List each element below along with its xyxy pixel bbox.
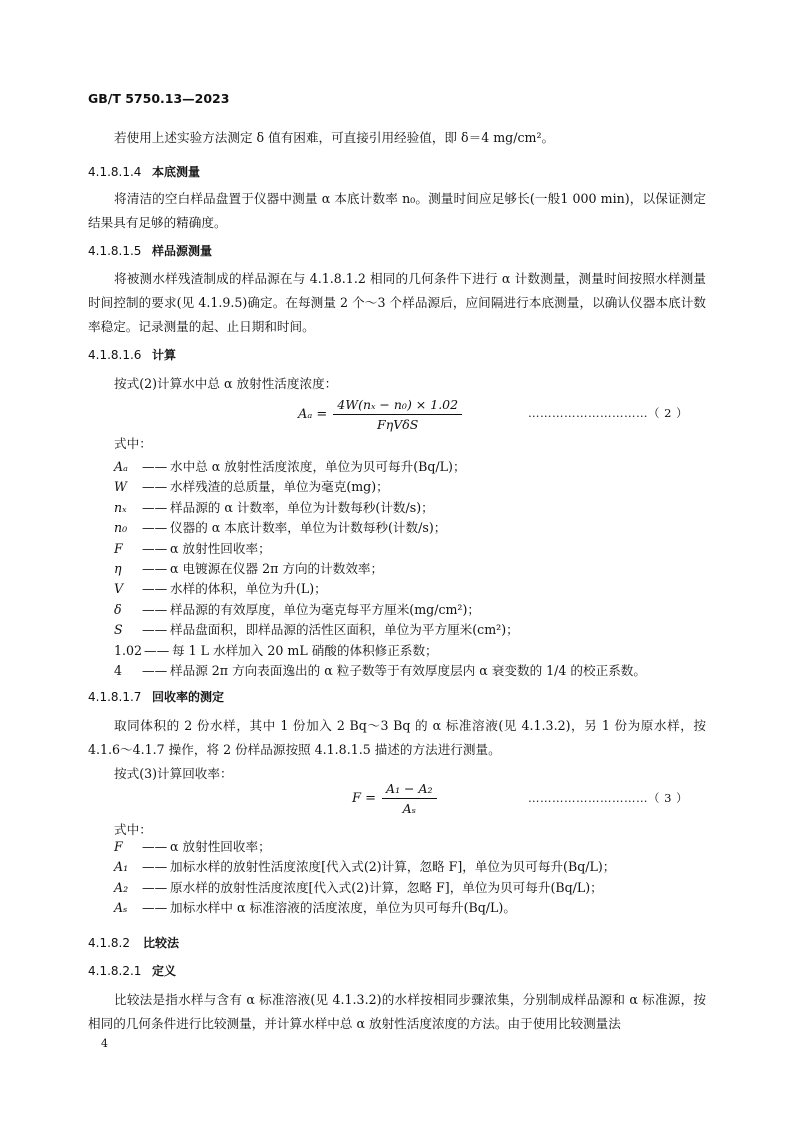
standard-id: GB/T 5750.13—2023 [88, 91, 230, 106]
definition-item [114, 620, 706, 640]
formula-2 [298, 397, 462, 432]
section-number: 4.1.8.1.4 [88, 165, 142, 179]
definition-text: 样品盘面积，即样品源的活性区面积，单位为平方厘米(cm²)； [170, 622, 519, 638]
section-body: 将被测水样残渣制成的样品源在与 4.1.8.1.2 相同的几何条件下进行 α 计数测量，测量时间按照水样测量时间控制的要求(见 4.1.9.5)确定。在每测量 2 个～3 个样品源后，应间隔进行本底测量，以确认仪器本底计数率稳定。记录测量的起、止日期和时间。 [88, 271, 706, 334]
definition-text: 水样的体积，单位为升(L)； [170, 581, 327, 597]
section-number: 4.1.8.1.6 [88, 348, 142, 362]
where-label: 式中： [114, 436, 152, 451]
definition-text: α 放射性回收率； [170, 839, 271, 854]
symbol: A₁ [114, 859, 129, 875]
formula-lhs: Aₐ = [298, 407, 328, 422]
dash: —— [142, 839, 168, 854]
section-heading [88, 243, 212, 259]
section-body: 比较法是指水样与含有 α 标准溶液(见 4.1.3.2)的水样按相同步骤浓集，分别制成样品源和 α 标准源，按相同的几何条件进行比较测量，并计算水样中总 α 放射性活度浓度的方法。由于使用比较测量法 [88, 992, 706, 1031]
page-number: 4 [101, 1037, 108, 1050]
definition-item [114, 498, 706, 518]
section-number: 4.1.8.1.7 [88, 690, 142, 704]
fraction-denominator: FηVδS [377, 417, 419, 432]
definition-item [114, 661, 706, 681]
definition-item [114, 539, 706, 559]
fraction-numerator: 4W(nₓ − n₀) × 1.02 [337, 397, 459, 412]
definition-item [114, 579, 706, 599]
dash: —— [142, 879, 168, 895]
definition-item [114, 559, 706, 579]
equation-number: …………………………（ 3 ） [528, 791, 689, 805]
where-label: 式中： [114, 822, 152, 837]
symbol: n₀ [114, 520, 128, 536]
fraction-numerator: A₁ − A₂ [386, 781, 433, 796]
dash: —— [142, 622, 168, 638]
section-title: 比较法 [143, 936, 180, 950]
fraction [382, 781, 437, 816]
section-title: 回收率的测定 [152, 690, 225, 704]
section-title: 本底测量 [152, 165, 201, 179]
dash: —— [142, 663, 168, 679]
symbol: W [114, 479, 127, 495]
definition-item [114, 878, 706, 898]
dash: —— [142, 900, 168, 916]
dash: —— [142, 581, 168, 597]
dash: —— [142, 459, 168, 474]
formula-3 [352, 781, 437, 816]
definitions-list [114, 457, 706, 681]
definition-item [114, 641, 706, 661]
definition-item [114, 837, 706, 857]
section-body: 取同体积的 2 份水样，其中 1 份加入 2 Bq～3 Bq 的 α 标准溶液(见 4.1.3.2)，另 1 份为原水样，按 4.1.6～4.1.7 操作，将 2 份样品源按照 4.1.8.1.5 描述的方法进行测量。 [88, 718, 706, 757]
definition-text: 样品源的 α 计数率，单位为计数每秒(计数/s)； [170, 499, 434, 515]
section-body: 将清洁的空白样品盘置于仪器中测量 α 本底计数率 n₀。测量时间应足够长(一般1 000 min)，以保证测定结果具有足够的精确度。 [88, 191, 706, 230]
definition-text: 样品源的有效厚度，单位为毫克每平方厘米(mg/cm²)； [170, 601, 480, 617]
definition-item [114, 457, 706, 477]
definition-text: 仪器的 α 本底计数率，单位为计数每秒(计数/s)； [170, 520, 447, 536]
equation-number: …………………………（ 2 ） [528, 406, 689, 420]
section-heading [88, 935, 179, 951]
symbol: V [114, 581, 124, 597]
section-number: 4.1.8.2.1 [88, 964, 142, 978]
dash: —— [142, 859, 168, 875]
symbol: A₂ [114, 879, 129, 895]
definition-text: 样品源 2π 方向表面逸出的 α 粒子数等于有效厚度层内 α 衰变数的 1/4 的校正系数。 [170, 663, 646, 679]
symbol: 4 [114, 663, 123, 679]
section-heading [88, 164, 200, 180]
definition-text: α 放射性回收率； [170, 540, 271, 556]
dash: —— [142, 561, 168, 577]
definition-text: 水中总 α 放射性活度浓度，单位为贝可每升(Bq/L)； [170, 459, 466, 474]
definition-text: 水样残渣的总质量，单位为毫克(mg)； [170, 479, 389, 495]
definition-item [114, 857, 706, 877]
dash: —— [142, 499, 168, 515]
definition-item [114, 898, 706, 918]
definition-text: α 电镀源在仪器 2π 方向的计数效率； [170, 561, 384, 577]
section-number: 4.1.8.1.5 [88, 244, 142, 258]
section-title: 样品源测量 [152, 244, 213, 258]
symbol: nₓ [114, 499, 127, 515]
definition-text: 每 1 L 水样加入 20 mL 硝酸的体积修正系数； [172, 642, 438, 658]
symbol: S [114, 622, 123, 638]
dash: —— [142, 520, 168, 536]
section-title: 定义 [152, 964, 177, 978]
formula-lhs: F = [352, 791, 377, 806]
definition-text: 原水样的放射性活度浓度[代入式(2)计算，忽略 F]，单位为贝可每升(Bq/L)； [170, 879, 603, 895]
symbol: Aₛ [114, 900, 128, 916]
fraction [333, 397, 462, 432]
symbol: 1.02 [114, 642, 143, 658]
symbol: Aₐ [114, 459, 128, 474]
intro-paragraph: 若使用上述实验方法测定 δ 值有困难，可直接引用经验值，即 δ＝4 mg/cm²。 [114, 130, 555, 145]
dash: —— [144, 642, 170, 658]
dash: —— [142, 601, 168, 617]
symbol: η [114, 561, 122, 577]
symbol: F [114, 540, 123, 556]
symbol: F [114, 839, 123, 854]
dash: —— [142, 479, 168, 495]
definition-item [114, 518, 706, 538]
symbol: δ [114, 601, 122, 617]
definition-item [114, 477, 706, 497]
definition-text: 加标水样的放射性活度浓度[代入式(2)计算，忽略 F]，单位为贝可每升(Bq/L)； [170, 859, 616, 875]
section-title: 计算 [152, 348, 177, 362]
dash: —— [142, 540, 168, 556]
definitions-list [114, 837, 706, 919]
section-body: 按式(2)计算水中总 α 放射性活度浓度： [114, 376, 338, 391]
definition-text: 加标水样中 α 标准溶液的活度浓度，单位为贝可每升(Bq/L)。 [170, 900, 516, 916]
section-number: 4.1.8.2 [88, 936, 130, 950]
section-heading [88, 347, 176, 363]
fraction-denominator: Aₛ [402, 801, 416, 816]
definition-item [114, 600, 706, 620]
section-body-2: 按式(3)计算回收率： [114, 766, 233, 781]
section-heading [88, 963, 176, 979]
section-heading [88, 689, 224, 705]
